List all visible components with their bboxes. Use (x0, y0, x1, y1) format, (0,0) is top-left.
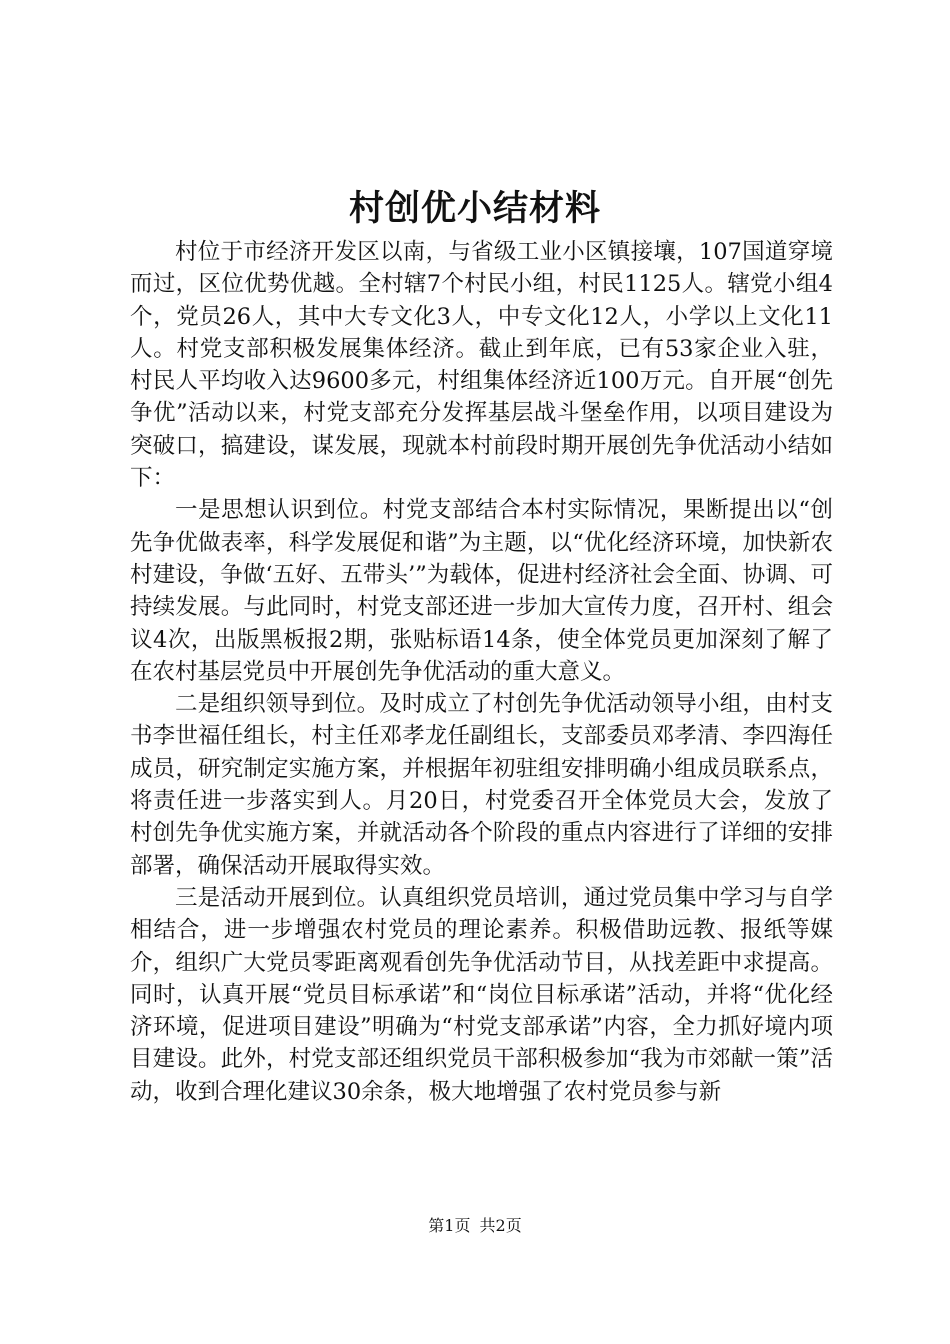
paragraph-thinking: 一是思想认识到位。村党支部结合本村实际情况，果断提出以“创先争优做表率，科学发展促和谐”为主题，以“优化经济环境，加快新农村建设，争做‘五好、五带头’”为载体，促进村经济社会全面、协调、可持续发展。与此同时，村党支部还进一步加大宣传力度，召开村、组会议4次，出版黑板报2期，张贴标语14条，使全体党员更加深刻了解了在农村基层党员中开展创先争优活动的重大意义。 (130, 497, 833, 685)
document-body (130, 236, 833, 1108)
page-number: 第1页 (428, 1216, 471, 1235)
document-title: 村创优小结材料 (348, 189, 601, 229)
page-total: 共2页 (479, 1216, 522, 1235)
paragraph-intro: 村位于市经济开发区以南，与省级工业小区镇接壤，107国道穿境而过，区位优势优越。全村辖7个村民小组，村民1125人。辖党小组4个，党员26人，其中大专文化3人，中专文化12人，小学以上文化11人。村党支部积极发展集体经济。截止到年底，已有53家企业入驻，村民人平均收入达9600多元，村组集体经济近100万元。自开展“创先争优”活动以来，村党支部充分发挥基层战斗堡垒作用，以项目建设为突破口，搞建设，谋发展，现就本村前段时期开展创先争优活动小结如下： (130, 239, 833, 492)
page-footer (0, 1215, 950, 1237)
paragraph-organization: 二是组织领导到位。及时成立了村创先争优活动领导小组，由村支书李世福任组长，村主任邓孝龙任副组长，支部委员邓孝清、李四海任成员，研究制定实施方案，并根据年初驻组安排明确小组成员联系点，将责任进一步落实到人。月20日，村党委召开全体党员大会，发放了村创先争优实施方案，并就活动各个阶段的重点内容进行了详细的安排部署，确保活动开展取得实效。 (130, 691, 833, 879)
paragraph-activities: 三是活动开展到位。认真组织党员培训，通过党员集中学习与自学相结合，进一步增强农村党员的理论素养。积极借助远教、报纸等媒介，组织广大党员零距离观看创先争优活动节目，从找差距中求提高。同时，认真开展“党员目标承诺”和“岗位目标承诺”活动，并将“优化经济环境，促进项目建设”明确为“村党支部承诺”内容，全力抓好境内项目建设。此外，村党支部还组织党员干部积极参加“我为市郊献一策”活动，收到合理化建议30余条，极大地增强了农村党员参与新 (130, 884, 833, 1105)
